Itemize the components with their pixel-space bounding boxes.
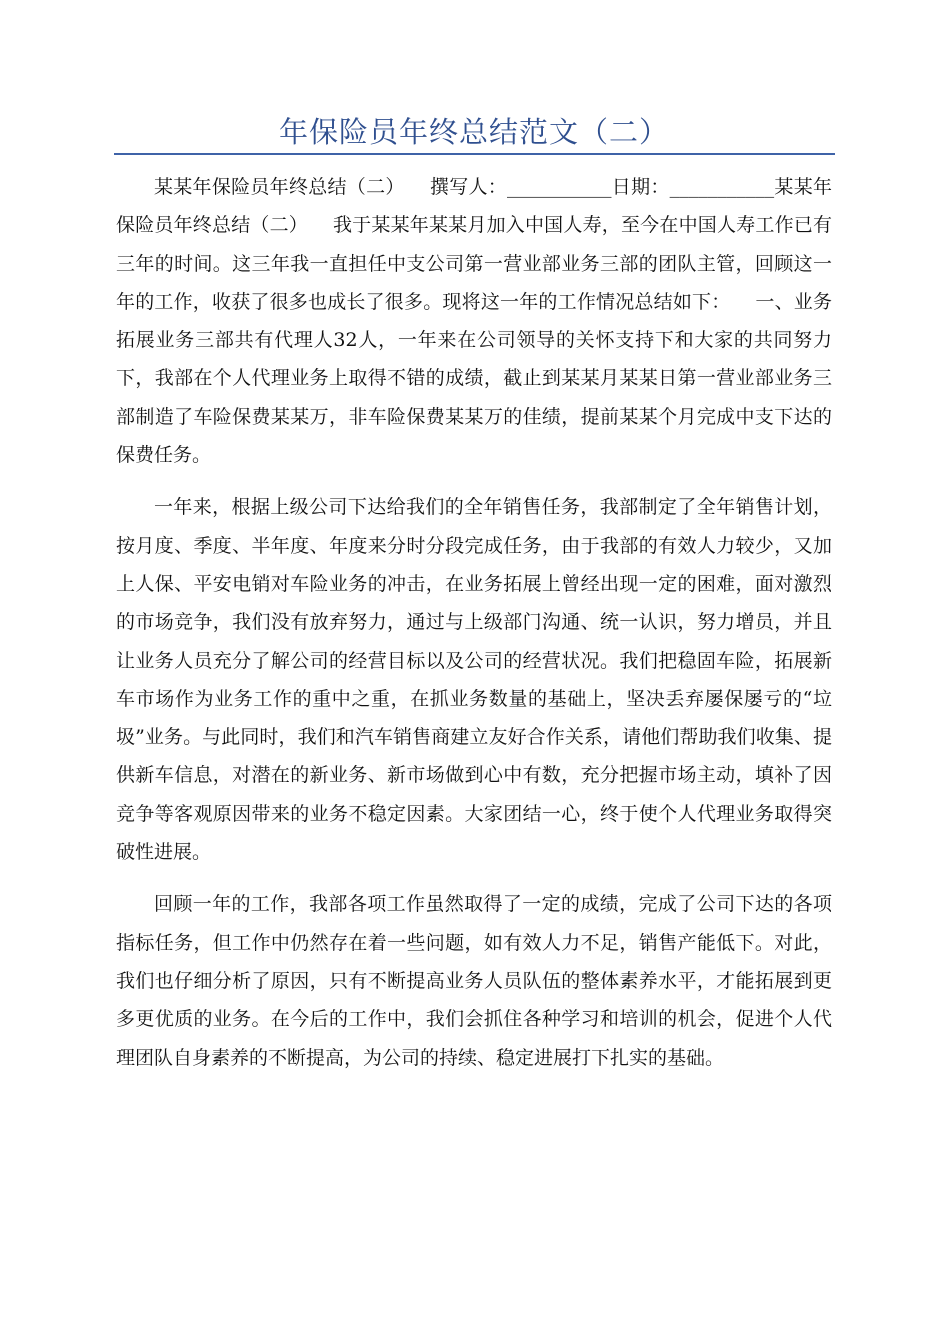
page-title: 年保险员年终总结范文（二） xyxy=(278,115,669,149)
paragraph-intro: 某某年保险员年终总结（二） 撰写人：___________日期：___________某某年保险员年终总结（二） 我于某某年某某月加入中国人寿，至今在中国人寿工作已有三年的时间。这三年我一直担任中支公司第一营业部业务三部的团队主管，回顾这一年的工作，收获了很多也成长了很多。现将这一年的工作情况总结如下： 一、业务拓展业务三部共有代理人32人，一年来在公司领导的关怀支持下和大家的共同努力下，我部在个人代理业务上取得不错的成绩，截止到某某月某某日第一营业部业务三部制造了车险保费某某万，非车险保费某某万的佳绩，提前某某个月完成中支下达的保费任务。 xyxy=(116,176,832,467)
paragraph-review: 回顾一年的工作，我部各项工作虽然取得了一定的成绩，完成了公司下达的各项指标任务，但工作中仍然存在着一些问题，如有效人力不足，销售产能低下。对此，我们也仔细分析了原因，只有不断提高业务人员队伍的整体素养水平，才能拓展到更多更优质的业务。在今后的工作中，我们会抓住各种学习和培训的机会，促进个人代理团队自身素养的不断提高，为公司的持续、稳定进展打下扎实的基础。 xyxy=(116,893,832,1069)
title-underline xyxy=(114,153,835,155)
paragraph-sales-plan: 一年来，根据上级公司下达给我们的全年销售任务，我部制定了全年销售计划，按月度、季度、半年度、年度来分时分段完成任务，由于我部的有效人力较少，又加上人保、平安电销对车险业务的冲击，在业务拓展上曾经出现一定的困难，面对激烈的市场竞争，我们没有放弃努力，通过与上级部门沟通、统一认识，努力增员，并且让业务人员充分了解公司的经营目标以及公司的经营状况。我们把稳固车险，拓展新车市场作为业务工作的重中之重，在抓业务数量的基础上，坚决丢弃屡保屡亏的“垃圾”业务。与此同时，我们和汽车销售商建立友好合作关系，请他们帮助我们收集、提供新车信息，对潜在的新业务、新市场做到心中有数，充分把握市场主动，填补了因竞争等客观原因带来的业务不稳定因素。大家团结一心，终于使个人代理业务取得突破性进展。 xyxy=(116,496,832,864)
document-body xyxy=(116,168,832,1091)
